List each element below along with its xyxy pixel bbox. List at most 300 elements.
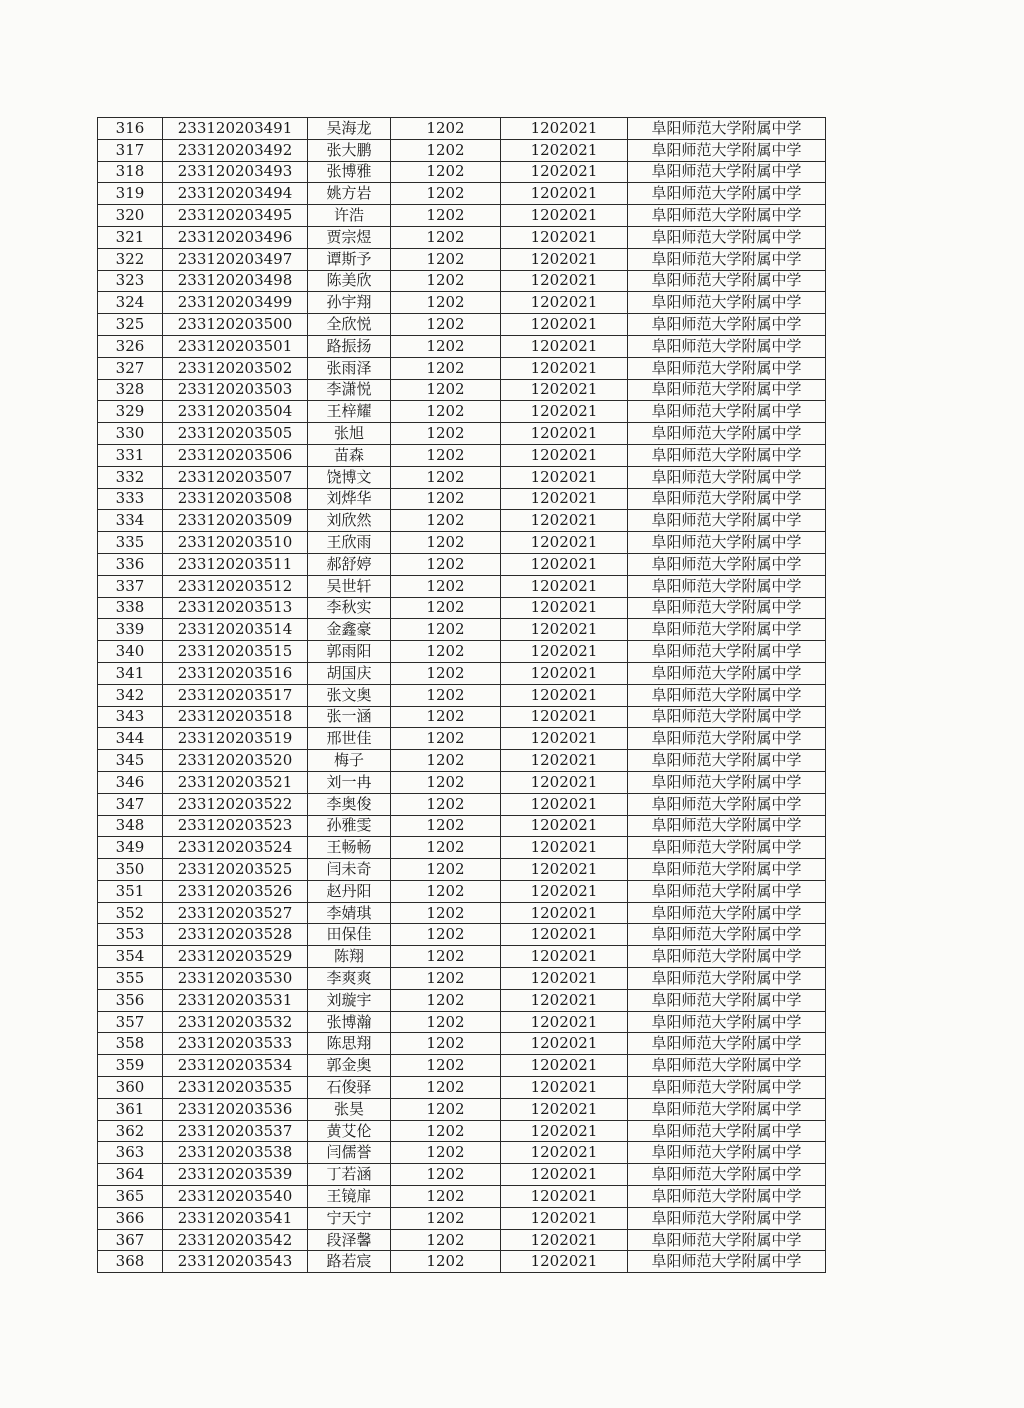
school-name-cell: 阜阳师范大学附属中学 [628,205,826,227]
row-number-cell: 322 [98,248,163,270]
student-name-cell: 刘一冉 [308,771,391,793]
group-code-cell: 1202 [391,466,501,488]
row-number-cell: 340 [98,641,163,663]
exam-id-cell: 233120203537 [163,1120,308,1142]
exam-id-cell: 233120203516 [163,662,308,684]
school-name-cell: 阜阳师范大学附属中学 [628,837,826,859]
class-code-cell: 1202021 [501,423,628,445]
student-name-cell: 闫未奇 [308,859,391,881]
table-row [98,1120,826,1142]
exam-id-cell: 233120203506 [163,444,308,466]
row-number-cell: 347 [98,793,163,815]
group-code-cell: 1202 [391,423,501,445]
exam-id-cell: 233120203538 [163,1142,308,1164]
group-code-cell: 1202 [391,532,501,554]
row-number-cell: 342 [98,684,163,706]
class-code-cell: 1202021 [501,1207,628,1229]
table-row [98,292,826,314]
school-name-cell: 阜阳师范大学附属中学 [628,466,826,488]
class-code-cell: 1202021 [501,597,628,619]
class-code-cell: 1202021 [501,292,628,314]
row-number-cell: 360 [98,1077,163,1099]
row-number-cell: 364 [98,1164,163,1186]
row-number-cell: 368 [98,1251,163,1273]
table-row [98,902,826,924]
class-code-cell: 1202021 [501,880,628,902]
student-name-cell: 王欣雨 [308,532,391,554]
class-code-cell: 1202021 [501,553,628,575]
group-code-cell: 1202 [391,859,501,881]
group-code-cell: 1202 [391,488,501,510]
student-name-cell: 刘璇宇 [308,989,391,1011]
class-code-cell: 1202021 [501,859,628,881]
group-code-cell: 1202 [391,880,501,902]
group-code-cell: 1202 [391,553,501,575]
school-name-cell: 阜阳师范大学附属中学 [628,444,826,466]
exam-id-cell: 233120203502 [163,357,308,379]
student-name-cell: 邢世佳 [308,728,391,750]
student-name-cell: 黄艾伦 [308,1120,391,1142]
class-code-cell: 1202021 [501,902,628,924]
table-row [98,1055,826,1077]
exam-id-cell: 233120203509 [163,510,308,532]
row-number-cell: 320 [98,205,163,227]
school-name-cell: 阜阳师范大学附属中学 [628,880,826,902]
class-code-cell: 1202021 [501,619,628,641]
group-code-cell: 1202 [391,510,501,532]
exam-id-cell: 233120203510 [163,532,308,554]
class-code-cell: 1202021 [501,314,628,336]
student-name-cell: 胡国庆 [308,662,391,684]
group-code-cell: 1202 [391,575,501,597]
group-code-cell: 1202 [391,1142,501,1164]
row-number-cell: 346 [98,771,163,793]
student-name-cell: 李婧琪 [308,902,391,924]
row-number-cell: 343 [98,706,163,728]
exam-id-cell: 233120203499 [163,292,308,314]
row-number-cell: 328 [98,379,163,401]
school-name-cell: 阜阳师范大学附属中学 [628,357,826,379]
student-name-cell: 陈美欣 [308,270,391,292]
table-row [98,183,826,205]
school-name-cell: 阜阳师范大学附属中学 [628,793,826,815]
class-code-cell: 1202021 [501,1164,628,1186]
class-code-cell: 1202021 [501,379,628,401]
class-code-cell: 1202021 [501,793,628,815]
table-row [98,641,826,663]
table-row [98,444,826,466]
exam-id-cell: 233120203514 [163,619,308,641]
table-row [98,1011,826,1033]
class-code-cell: 1202021 [501,466,628,488]
row-number-cell: 326 [98,335,163,357]
school-name-cell: 阜阳师范大学附属中学 [628,1011,826,1033]
exam-id-cell: 233120203496 [163,226,308,248]
group-code-cell: 1202 [391,968,501,990]
row-number-cell: 329 [98,401,163,423]
group-code-cell: 1202 [391,401,501,423]
row-number-cell: 330 [98,423,163,445]
table-row [98,706,826,728]
class-code-cell: 1202021 [501,837,628,859]
row-number-cell: 350 [98,859,163,881]
class-code-cell: 1202021 [501,750,628,772]
table-row [98,1098,826,1120]
group-code-cell: 1202 [391,183,501,205]
class-code-cell: 1202021 [501,662,628,684]
group-code-cell: 1202 [391,597,501,619]
school-name-cell: 阜阳师范大学附属中学 [628,379,826,401]
student-name-cell: 张博瀚 [308,1011,391,1033]
exam-id-cell: 233120203501 [163,335,308,357]
school-name-cell: 阜阳师范大学附属中学 [628,553,826,575]
group-code-cell: 1202 [391,161,501,183]
class-code-cell: 1202021 [501,205,628,227]
row-number-cell: 333 [98,488,163,510]
table-row [98,401,826,423]
school-name-cell: 阜阳师范大学附属中学 [628,902,826,924]
table-row [98,248,826,270]
school-name-cell: 阜阳师范大学附属中学 [628,532,826,554]
student-name-cell: 苗森 [308,444,391,466]
student-name-cell: 陈翔 [308,946,391,968]
school-name-cell: 阜阳师范大学附属中学 [628,1077,826,1099]
group-code-cell: 1202 [391,118,501,140]
exam-id-cell: 233120203535 [163,1077,308,1099]
school-name-cell: 阜阳师范大学附属中学 [628,510,826,532]
exam-id-cell: 233120203503 [163,379,308,401]
student-name-cell: 全欣悦 [308,314,391,336]
class-code-cell: 1202021 [501,1251,628,1273]
student-name-cell: 李秋实 [308,597,391,619]
class-code-cell: 1202021 [501,510,628,532]
school-name-cell: 阜阳师范大学附属中学 [628,488,826,510]
student-name-cell: 段泽馨 [308,1229,391,1251]
school-name-cell: 阜阳师范大学附属中学 [628,1098,826,1120]
school-name-cell: 阜阳师范大学附属中学 [628,118,826,140]
row-number-cell: 362 [98,1120,163,1142]
exam-id-cell: 233120203494 [163,183,308,205]
class-code-cell: 1202021 [501,1055,628,1077]
row-number-cell: 359 [98,1055,163,1077]
group-code-cell: 1202 [391,837,501,859]
school-name-cell: 阜阳师范大学附属中学 [628,706,826,728]
exam-id-cell: 233120203495 [163,205,308,227]
group-code-cell: 1202 [391,1229,501,1251]
school-name-cell: 阜阳师范大学附属中学 [628,1164,826,1186]
exam-id-cell: 233120203530 [163,968,308,990]
exam-id-cell: 233120203505 [163,423,308,445]
class-code-cell: 1202021 [501,1033,628,1055]
row-number-cell: 316 [98,118,163,140]
school-name-cell: 阜阳师范大学附属中学 [628,662,826,684]
student-name-cell: 张雨泽 [308,357,391,379]
student-name-cell: 饶博文 [308,466,391,488]
table-row [98,859,826,881]
school-name-cell: 阜阳师范大学附属中学 [628,619,826,641]
row-number-cell: 353 [98,924,163,946]
group-code-cell: 1202 [391,750,501,772]
school-name-cell: 阜阳师范大学附属中学 [628,401,826,423]
row-number-cell: 318 [98,161,163,183]
exam-id-cell: 233120203493 [163,161,308,183]
row-number-cell: 325 [98,314,163,336]
student-name-cell: 宁天宁 [308,1207,391,1229]
row-number-cell: 345 [98,750,163,772]
exam-id-cell: 233120203519 [163,728,308,750]
student-name-cell: 郭金奥 [308,1055,391,1077]
school-name-cell: 阜阳师范大学附属中学 [628,314,826,336]
table-row [98,815,826,837]
class-code-cell: 1202021 [501,248,628,270]
exam-id-cell: 233120203543 [163,1251,308,1273]
exam-id-cell: 233120203529 [163,946,308,968]
row-number-cell: 344 [98,728,163,750]
row-number-cell: 327 [98,357,163,379]
row-number-cell: 338 [98,597,163,619]
row-number-cell: 331 [98,444,163,466]
table-row [98,488,826,510]
table-row [98,1033,826,1055]
student-name-cell: 王梓耀 [308,401,391,423]
group-code-cell: 1202 [391,292,501,314]
class-code-cell: 1202021 [501,1186,628,1208]
table-row [98,924,826,946]
table-row [98,553,826,575]
school-name-cell: 阜阳师范大学附属中学 [628,226,826,248]
group-code-cell: 1202 [391,139,501,161]
table-row [98,1142,826,1164]
class-code-cell: 1202021 [501,1011,628,1033]
school-name-cell: 阜阳师范大学附属中学 [628,946,826,968]
table-row [98,139,826,161]
exam-id-cell: 233120203525 [163,859,308,881]
student-name-cell: 郝舒婷 [308,553,391,575]
exam-id-cell: 233120203521 [163,771,308,793]
row-number-cell: 324 [98,292,163,314]
table-row [98,1077,826,1099]
school-name-cell: 阜阳师范大学附属中学 [628,750,826,772]
student-name-cell: 丁若涵 [308,1164,391,1186]
roster-table [97,117,826,1273]
school-name-cell: 阜阳师范大学附属中学 [628,1120,826,1142]
exam-id-cell: 233120203508 [163,488,308,510]
class-code-cell: 1202021 [501,946,628,968]
student-name-cell: 李奥俊 [308,793,391,815]
group-code-cell: 1202 [391,924,501,946]
exam-id-cell: 233120203513 [163,597,308,619]
table-row [98,662,826,684]
class-code-cell: 1202021 [501,357,628,379]
row-number-cell: 337 [98,575,163,597]
row-number-cell: 339 [98,619,163,641]
student-name-cell: 陈思翔 [308,1033,391,1055]
group-code-cell: 1202 [391,270,501,292]
student-name-cell: 路若宸 [308,1251,391,1273]
table-row [98,989,826,1011]
school-name-cell: 阜阳师范大学附属中学 [628,161,826,183]
exam-id-cell: 233120203512 [163,575,308,597]
class-code-cell: 1202021 [501,1120,628,1142]
row-number-cell: 358 [98,1033,163,1055]
school-name-cell: 阜阳师范大学附属中学 [628,1186,826,1208]
table-row [98,1251,826,1273]
exam-id-cell: 233120203528 [163,924,308,946]
school-name-cell: 阜阳师范大学附属中学 [628,989,826,1011]
table-row [98,357,826,379]
school-name-cell: 阜阳师范大学附属中学 [628,1207,826,1229]
class-code-cell: 1202021 [501,815,628,837]
group-code-cell: 1202 [391,248,501,270]
school-name-cell: 阜阳师范大学附属中学 [628,423,826,445]
class-code-cell: 1202021 [501,684,628,706]
row-number-cell: 323 [98,270,163,292]
group-code-cell: 1202 [391,793,501,815]
school-name-cell: 阜阳师范大学附属中学 [628,641,826,663]
class-code-cell: 1202021 [501,1229,628,1251]
table-row [98,946,826,968]
exam-id-cell: 233120203515 [163,641,308,663]
table-row [98,1164,826,1186]
school-name-cell: 阜阳师范大学附属中学 [628,728,826,750]
exam-id-cell: 233120203533 [163,1033,308,1055]
student-name-cell: 郭雨阳 [308,641,391,663]
school-name-cell: 阜阳师范大学附属中学 [628,270,826,292]
class-code-cell: 1202021 [501,118,628,140]
exam-id-cell: 233120203523 [163,815,308,837]
school-name-cell: 阜阳师范大学附属中学 [628,335,826,357]
group-code-cell: 1202 [391,1164,501,1186]
school-name-cell: 阜阳师范大学附属中学 [628,1229,826,1251]
group-code-cell: 1202 [391,641,501,663]
student-name-cell: 赵丹阳 [308,880,391,902]
row-number-cell: 351 [98,880,163,902]
exam-id-cell: 233120203504 [163,401,308,423]
row-number-cell: 332 [98,466,163,488]
exam-id-cell: 233120203520 [163,750,308,772]
table-row [98,466,826,488]
group-code-cell: 1202 [391,1207,501,1229]
group-code-cell: 1202 [391,1055,501,1077]
table-row [98,510,826,532]
row-number-cell: 365 [98,1186,163,1208]
class-code-cell: 1202021 [501,270,628,292]
row-number-cell: 321 [98,226,163,248]
table-row [98,118,826,140]
student-name-cell: 张大鹏 [308,139,391,161]
table-row [98,750,826,772]
student-name-cell: 张博雅 [308,161,391,183]
table-row [98,728,826,750]
student-name-cell: 孙宇翔 [308,292,391,314]
student-name-cell: 吴世轩 [308,575,391,597]
student-name-cell: 路振扬 [308,335,391,357]
school-name-cell: 阜阳师范大学附属中学 [628,924,826,946]
row-number-cell: 341 [98,662,163,684]
exam-id-cell: 233120203500 [163,314,308,336]
group-code-cell: 1202 [391,946,501,968]
class-code-cell: 1202021 [501,1098,628,1120]
class-code-cell: 1202021 [501,728,628,750]
class-code-cell: 1202021 [501,968,628,990]
exam-id-cell: 233120203522 [163,793,308,815]
class-code-cell: 1202021 [501,532,628,554]
student-name-cell: 张一涵 [308,706,391,728]
table-row [98,205,826,227]
exam-id-cell: 233120203507 [163,466,308,488]
exam-id-cell: 233120203527 [163,902,308,924]
student-name-cell: 许浩 [308,205,391,227]
group-code-cell: 1202 [391,902,501,924]
school-name-cell: 阜阳师范大学附属中学 [628,1251,826,1273]
table-row [98,226,826,248]
class-code-cell: 1202021 [501,444,628,466]
table-row [98,314,826,336]
table-row [98,619,826,641]
student-name-cell: 谭斯予 [308,248,391,270]
table-row [98,597,826,619]
group-code-cell: 1202 [391,1120,501,1142]
exam-id-cell: 233120203539 [163,1164,308,1186]
class-code-cell: 1202021 [501,139,628,161]
group-code-cell: 1202 [391,706,501,728]
row-number-cell: 319 [98,183,163,205]
class-code-cell: 1202021 [501,183,628,205]
exam-id-cell: 233120203491 [163,118,308,140]
class-code-cell: 1202021 [501,989,628,1011]
group-code-cell: 1202 [391,226,501,248]
exam-id-cell: 233120203532 [163,1011,308,1033]
group-code-cell: 1202 [391,684,501,706]
exam-id-cell: 233120203498 [163,270,308,292]
school-name-cell: 阜阳师范大学附属中学 [628,1033,826,1055]
school-name-cell: 阜阳师范大学附属中学 [628,968,826,990]
row-number-cell: 354 [98,946,163,968]
student-name-cell: 梅子 [308,750,391,772]
group-code-cell: 1202 [391,1077,501,1099]
row-number-cell: 367 [98,1229,163,1251]
exam-id-cell: 233120203492 [163,139,308,161]
student-name-cell: 吴海龙 [308,118,391,140]
table-row [98,793,826,815]
student-name-cell: 闫儒誉 [308,1142,391,1164]
group-code-cell: 1202 [391,335,501,357]
student-name-cell: 孙雅雯 [308,815,391,837]
student-name-cell: 姚方岩 [308,183,391,205]
group-code-cell: 1202 [391,1098,501,1120]
student-name-cell: 刘烨华 [308,488,391,510]
student-name-cell: 张文奥 [308,684,391,706]
class-code-cell: 1202021 [501,924,628,946]
school-name-cell: 阜阳师范大学附属中学 [628,684,826,706]
table-row [98,1207,826,1229]
group-code-cell: 1202 [391,205,501,227]
row-number-cell: 352 [98,902,163,924]
student-name-cell: 贾宗煜 [308,226,391,248]
group-code-cell: 1202 [391,771,501,793]
student-name-cell: 李潇悦 [308,379,391,401]
table-row [98,575,826,597]
group-code-cell: 1202 [391,815,501,837]
exam-id-cell: 233120203542 [163,1229,308,1251]
exam-id-cell: 233120203497 [163,248,308,270]
exam-id-cell: 233120203540 [163,1186,308,1208]
group-code-cell: 1202 [391,314,501,336]
table-row [98,837,826,859]
row-number-cell: 357 [98,1011,163,1033]
table-row [98,532,826,554]
school-name-cell: 阜阳师范大学附属中学 [628,575,826,597]
